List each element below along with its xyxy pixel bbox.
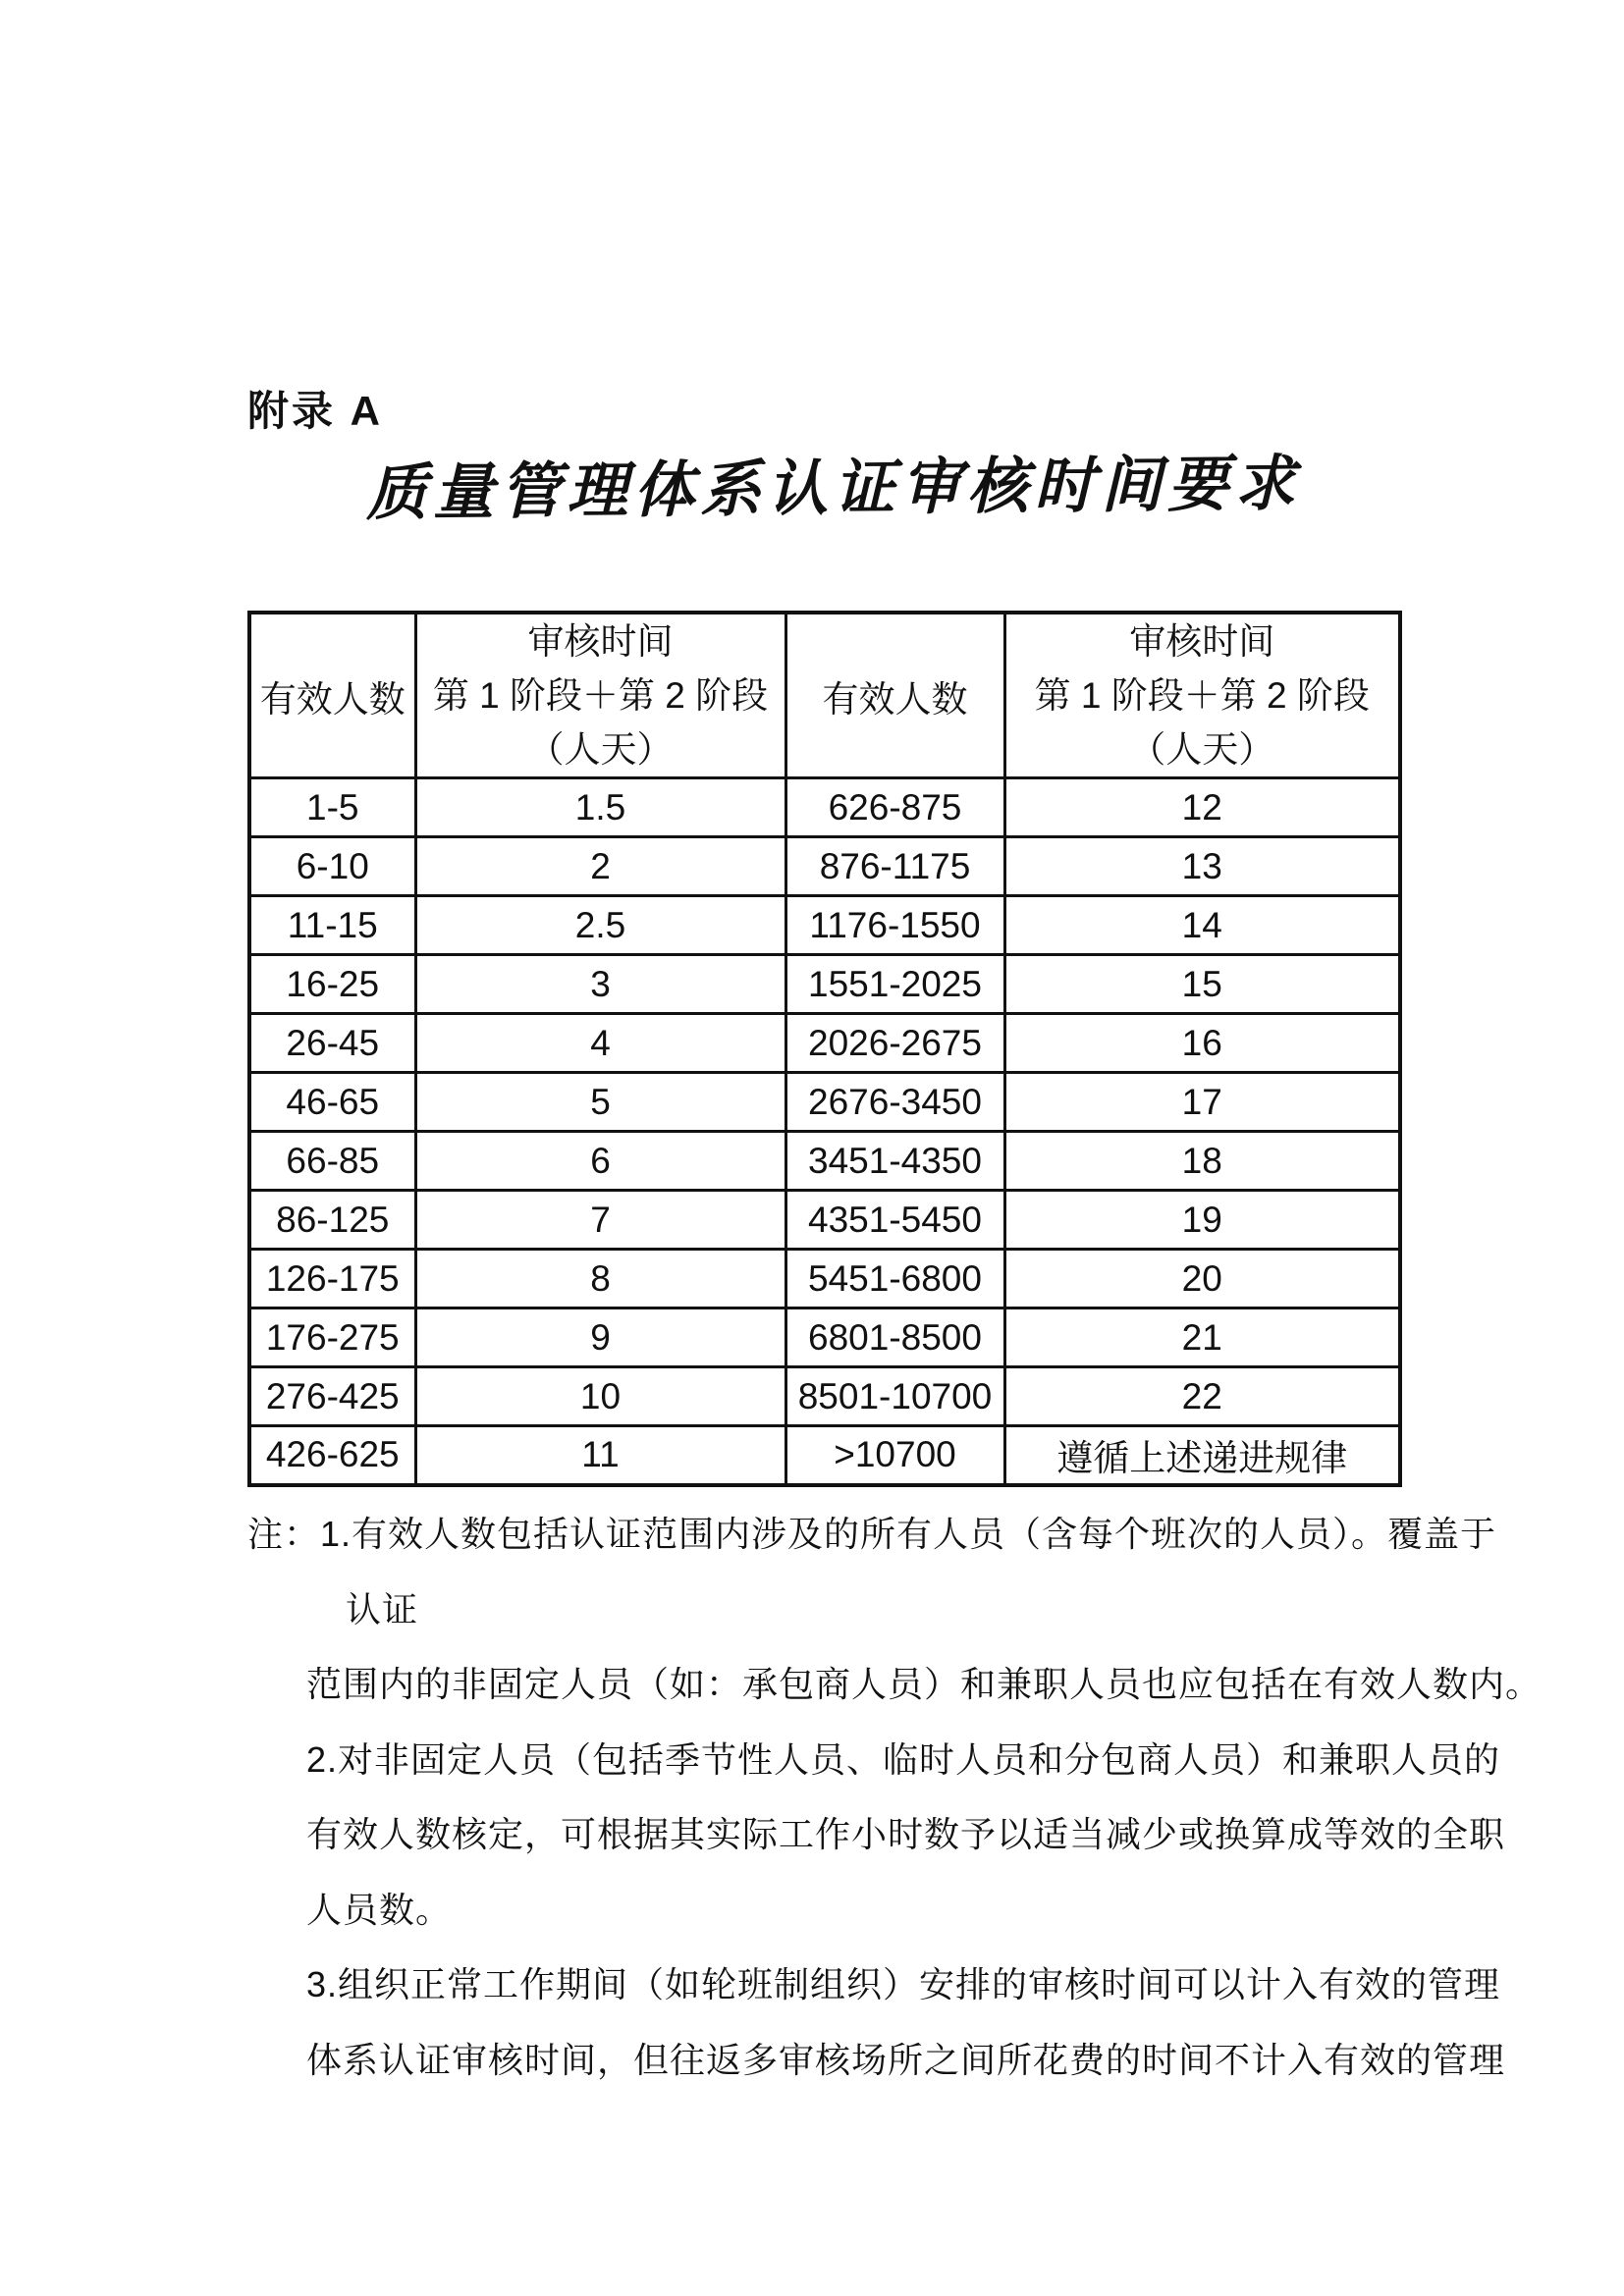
note-line: 2.对非固定人员（包括季节性人员、临时人员和分包商人员）和兼职人员的 xyxy=(306,1738,1501,1780)
note-line: 认证 xyxy=(346,1588,419,1629)
table-cell: 626-875 xyxy=(785,778,1004,837)
table-cell: 276-425 xyxy=(249,1367,415,1426)
table-row xyxy=(249,1191,1400,1250)
table-cell: 遵循上述递进规律 xyxy=(1004,1426,1400,1485)
table-row xyxy=(249,1308,1400,1367)
audit-time-table xyxy=(247,611,1402,1487)
table-row xyxy=(249,1073,1400,1132)
header-audit-time-unit: （人天） xyxy=(1129,729,1275,770)
header-audit-time-right xyxy=(1004,613,1400,778)
table-cell: >10700 xyxy=(785,1426,1004,1485)
table-cell: 6801-8500 xyxy=(785,1308,1004,1367)
table-row xyxy=(249,1426,1400,1485)
table-cell: 1.5 xyxy=(415,778,785,837)
table-cell: 2 xyxy=(415,837,785,896)
header-audit-time-unit: （人天） xyxy=(527,729,674,770)
table-cell: 10 xyxy=(415,1367,785,1426)
table-cell: 126-175 xyxy=(249,1250,415,1308)
table-cell: 26-45 xyxy=(249,1014,415,1073)
table-cell: 8501-10700 xyxy=(785,1367,1004,1426)
table-cell: 66-85 xyxy=(249,1132,415,1191)
note-line: 有效人数核定，可根据其实际工作小时数予以适当减少或换算成等效的全职 xyxy=(306,1814,1506,1854)
header-effective-people-right: 有效人数 xyxy=(785,613,1004,778)
table-cell: 1551-2025 xyxy=(785,955,1004,1014)
table-row xyxy=(249,955,1400,1014)
table-cell: 13 xyxy=(1004,837,1400,896)
header-effective-people-left: 有效人数 xyxy=(249,613,415,778)
header-audit-time-title: 审核时间 xyxy=(527,621,674,662)
header-audit-time-stages: 第 1 阶段＋第 2 阶段 xyxy=(432,675,769,716)
table-cell: 12 xyxy=(1004,778,1400,837)
note-line: 范围内的非固定人员（如：承包商人员）和兼职人员也应包括在有效人数内。 xyxy=(306,1664,1543,1704)
table-cell: 16 xyxy=(1004,1014,1400,1073)
table-cell: 17 xyxy=(1004,1073,1400,1132)
header-audit-time-title: 审核时间 xyxy=(1129,621,1275,662)
table-cell: 4 xyxy=(415,1014,785,1073)
table-cell: 1176-1550 xyxy=(785,896,1004,955)
header-audit-time-left xyxy=(415,613,785,778)
table-cell: 20 xyxy=(1004,1250,1400,1308)
table-cell: 8 xyxy=(415,1250,785,1308)
table-row xyxy=(249,896,1400,955)
table-cell: 14 xyxy=(1004,896,1400,955)
table-cell: 2.5 xyxy=(415,896,785,955)
table-cell: 2676-3450 xyxy=(785,1073,1004,1132)
note-line: 体系认证审核时间，但往返多审核场所之间所花费的时间不计入有效的管理 xyxy=(306,2039,1506,2080)
table-cell: 6-10 xyxy=(249,837,415,896)
table-cell: 7 xyxy=(415,1191,785,1250)
table-row xyxy=(249,1014,1400,1073)
table-cell: 1-5 xyxy=(249,778,415,837)
table-cell: 9 xyxy=(415,1308,785,1367)
table-cell: 2026-2675 xyxy=(785,1014,1004,1073)
table-cell: 11-15 xyxy=(249,896,415,955)
table-cell: 15 xyxy=(1004,955,1400,1014)
table-cell: 176-275 xyxy=(249,1308,415,1367)
table-cell: 11 xyxy=(415,1426,785,1485)
table-cell: 5451-6800 xyxy=(785,1250,1004,1308)
table-row xyxy=(249,1367,1400,1426)
table-header-row xyxy=(249,613,1400,778)
table-cell: 21 xyxy=(1004,1308,1400,1367)
table-row xyxy=(249,778,1400,837)
table-cell: 4351-5450 xyxy=(785,1191,1004,1250)
table-row xyxy=(249,837,1400,896)
table-cell: 46-65 xyxy=(249,1073,415,1132)
table-cell: 426-625 xyxy=(249,1426,415,1485)
table-cell: 86-125 xyxy=(249,1191,415,1250)
table-cell: 3451-4350 xyxy=(785,1132,1004,1191)
table-cell: 6 xyxy=(415,1132,785,1191)
header-audit-time-stages: 第 1 阶段＋第 2 阶段 xyxy=(1034,675,1370,716)
note-line: 3.组织正常工作期间（如轮班制组织）安排的审核时间可以计入有效的管理 xyxy=(306,1964,1501,2004)
table-row xyxy=(249,1132,1400,1191)
notes-section xyxy=(247,1497,1543,2098)
document-title: 质量管理体系认证审核时间要求 xyxy=(365,450,1302,528)
table-cell: 19 xyxy=(1004,1191,1400,1250)
table-cell: 22 xyxy=(1004,1367,1400,1426)
table-cell: 18 xyxy=(1004,1132,1400,1191)
table-cell: 16-25 xyxy=(249,955,415,1014)
note-line: 注：1.有效人数包括认证范围内涉及的所有人员（含每个班次的人员）。覆盖于 xyxy=(247,1514,1497,1554)
table-cell: 5 xyxy=(415,1073,785,1132)
table-row xyxy=(249,1250,1400,1308)
table-cell: 3 xyxy=(415,955,785,1014)
appendix-label: 附录 A xyxy=(247,388,384,434)
table-cell: 876-1175 xyxy=(785,837,1004,896)
note-line: 人员数。 xyxy=(306,1889,453,1930)
